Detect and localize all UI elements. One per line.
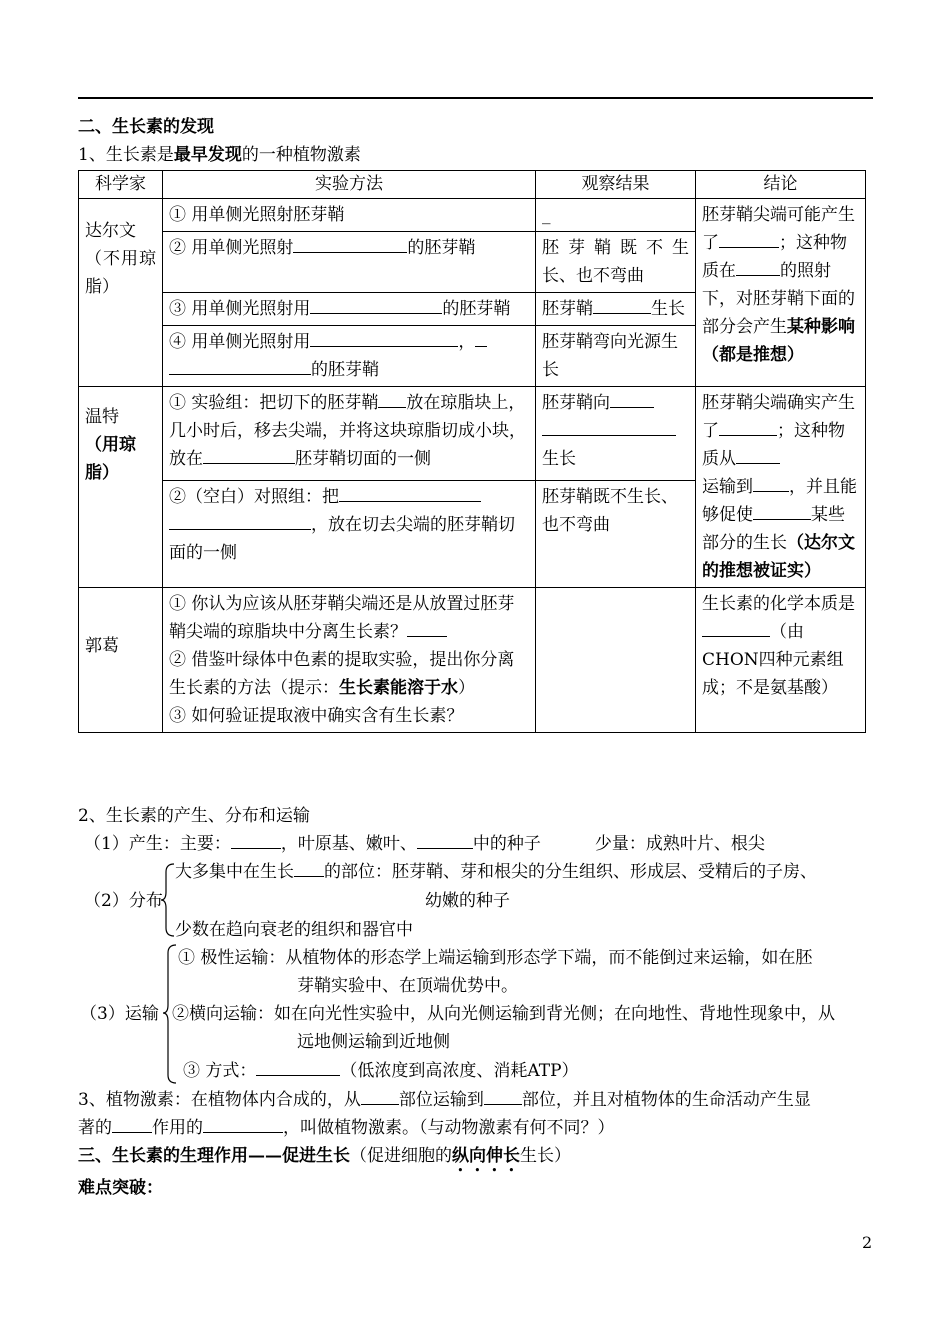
went-method-2-p1: ②（空白）对照组：把 [169, 487, 339, 508]
blank[interactable] [378, 389, 406, 408]
discovery-table [78, 170, 866, 733]
page-number: 2 [862, 1233, 873, 1252]
transport-line-1: ① 极性运输：从植物体的形态学上端运输到形态学下端，而不能倒过来运输，如在胚 [178, 948, 813, 968]
went-cell [79, 387, 163, 588]
guoge-q2-bold: 生长素能溶于水 [339, 678, 458, 698]
section3-post: 生长） [520, 1146, 571, 1166]
transport-line-5 [183, 1057, 579, 1085]
went-method-1 [163, 387, 536, 481]
distribution-line-3: 少数在趋向衰老的组织和器官中 [175, 920, 413, 940]
went-result-1-p1: 胚芽鞘向 [542, 393, 610, 413]
item3-l1a: 3、植物激素：在植物体内合成的，从 [78, 1090, 361, 1110]
item3-line-2 [78, 1114, 615, 1142]
went-method-1-p2: 放在琼脂块上，几小时后，移去尖端，并将这块琼脂切成小块，放在 [169, 393, 526, 469]
blank[interactable] [256, 1057, 340, 1076]
went-name: 温特 [85, 407, 119, 427]
section3-dotted: 纵向伸长 [452, 1146, 520, 1166]
blank[interactable] [475, 328, 487, 347]
blank[interactable] [593, 295, 651, 314]
item1-bold: 最早发现 [173, 145, 242, 165]
difficulty-heading: 难点突破： [78, 1178, 163, 1198]
went-result-1 [536, 387, 696, 481]
blank[interactable] [310, 328, 458, 347]
item3-l2b: 作用的 [152, 1118, 203, 1138]
darwin-method-2 [163, 232, 536, 293]
went-conclusion-p3: 运输到 [702, 477, 753, 497]
produce-p3: 中的种子 [472, 834, 541, 854]
table-row [79, 199, 866, 232]
darwin-conclusion [696, 199, 866, 387]
darwin-method-2-pre: ② 用单侧光照射 [169, 238, 294, 258]
distribution-label: （2）分布 [84, 891, 163, 911]
guoge-result [536, 588, 696, 733]
darwin-name: 达尔文 [85, 221, 136, 241]
produce-p4: 少量：成熟叶片、根尖 [594, 834, 765, 854]
item1-prefix: 1、生长素是 [78, 145, 174, 165]
transport-line-3: ②横向运输：如在向光性实验中，从向光侧运输到背光侧；在向地性、背地性现象中，从 [172, 1004, 835, 1024]
blank[interactable] [610, 389, 654, 408]
darwin-result-3-post: 生长 [651, 299, 685, 319]
produce-p1: （1）产生：主要： [84, 834, 231, 854]
went-result-1-p2: 生长 [542, 449, 576, 469]
darwin-result-3-pre: 胚芽鞘 [542, 299, 593, 319]
guoge-conclusion-p2: （由CHON四种元素组成；不是氨基酸） [702, 622, 844, 698]
went-method-2-p2: ，放在切去尖端的胚芽鞘切面的一侧 [169, 515, 515, 564]
darwin-result-3 [536, 293, 696, 326]
darwin-conclusion-p1: 胚芽鞘尖端可能产生了 [702, 205, 855, 253]
darwin-note: （不用琼脂） [85, 249, 156, 297]
blank[interactable] [169, 356, 311, 375]
darwin-result-2: 胚 芽 鞘 既 不 生 长、也不弯曲 [536, 232, 696, 293]
item3-l1c: 部位，并且对植物体的生命活动产生显 [521, 1090, 811, 1110]
guoge-conclusion-p1: 生长素的化学本质是 [702, 594, 855, 614]
darwin-method-3-pre: ③ 用单侧光照射用 [169, 299, 311, 319]
darwin-conclusion-p2: ；这种物质在 [702, 233, 847, 281]
item3-l1b: 部位运输到 [398, 1090, 484, 1110]
darwin-conclusion-bold: 某种影响（都是推想） [702, 317, 855, 365]
blank[interactable] [417, 830, 473, 849]
distribution-l1b: 的部位：胚芽鞘、芽和根尖的分生组织、形成层、受精后的子房、 [324, 862, 817, 882]
darwin-method-3 [163, 293, 536, 326]
item2-title: 2、生长素的产生、分布和运输 [78, 806, 310, 826]
transport-l5b: （低浓度到高浓度、消耗ATP） [340, 1061, 579, 1081]
blank[interactable] [484, 1086, 522, 1105]
went-conclusion-p1: 胚芽鞘尖端确实产生了 [702, 393, 855, 441]
header-conclusion: 结论 [696, 171, 866, 199]
produce-p2: ，叶原基、嫩叶、 [280, 834, 417, 854]
darwin-method-1: ① 用单侧光照射胚芽鞘 [163, 199, 536, 232]
blank[interactable] [753, 473, 789, 492]
blank[interactable] [294, 858, 324, 877]
blank[interactable] [542, 417, 676, 436]
transport-line-2: 芽鞘实验中、在顶端优势中。 [297, 976, 518, 996]
blank[interactable] [719, 417, 777, 436]
item3-l2a: 著的 [78, 1118, 112, 1138]
transport-line-4: 远地侧运输到近地侧 [297, 1032, 450, 1052]
darwin-method-3-post: 的胚芽鞘 [442, 299, 511, 319]
produce-line [84, 830, 765, 858]
guoge-q1: ① 你认为应该从胚芽鞘尖端还是从放置过胚芽鞘尖端的琼脂块中分离生长素？ [169, 594, 515, 642]
went-conclusion-p4: ，并且能够促使 [702, 477, 857, 525]
blank[interactable] [293, 234, 407, 253]
header-result: 观察结果 [536, 171, 696, 199]
darwin-method-2-post: 的胚芽鞘 [407, 238, 476, 258]
blank[interactable] [361, 1086, 399, 1105]
table-row [79, 588, 866, 733]
header-method: 实验方法 [163, 171, 536, 199]
went-method-2 [163, 481, 536, 588]
blank[interactable] [736, 445, 780, 464]
header-rule [78, 97, 873, 99]
blank[interactable] [702, 618, 770, 637]
blank[interactable] [112, 1114, 152, 1133]
distribution-line-1 [175, 858, 817, 886]
darwin-result-1: _ [536, 199, 696, 232]
darwin-method-4-mid: ， [458, 332, 476, 352]
went-conclusion [696, 387, 866, 588]
blank[interactable] [719, 229, 779, 248]
guoge-conclusion [696, 588, 866, 733]
guoge-name: 郭葛 [79, 588, 163, 733]
transport-label: （3）运输 [80, 1004, 159, 1024]
went-conclusion-p2: ；这种物质从 [702, 421, 845, 469]
header-scientist: 科学家 [79, 171, 163, 199]
blank[interactable] [753, 501, 811, 520]
blank[interactable] [203, 445, 295, 464]
distribution-line-2: 幼嫩的种子 [425, 891, 510, 911]
darwin-conclusion-p3: 的照射下，对胚芽鞘下面的部分会产生 [702, 261, 855, 337]
blank[interactable] [310, 295, 442, 314]
guoge-q3: ③ 如何验证提取液中确实含有生长素？ [169, 706, 464, 726]
went-method-1-p3: 胚芽鞘切面的一侧 [295, 449, 431, 469]
guoge-q2-post: ） [458, 678, 475, 698]
blank[interactable] [203, 1114, 283, 1133]
item3-line-1 [78, 1086, 811, 1114]
blank[interactable] [339, 483, 481, 502]
item3-l2c: ，叫做植物激素。（与动物激素有何不同？） [283, 1118, 615, 1138]
blank[interactable] [407, 618, 447, 637]
table-row [79, 387, 866, 481]
table-header-row [79, 171, 866, 199]
went-note: （用琼脂） [85, 435, 136, 483]
blank[interactable] [169, 511, 311, 530]
guoge-q2-pre: ② 借鉴叶绿体中色素的提取实验，提出你分离生长素的方法（提示： [169, 650, 515, 698]
section3-line [78, 1142, 571, 1176]
went-conclusion-p5: 某些部分的生长 [702, 505, 845, 553]
went-method-1-p1: ① 实验组：把切下的胚芽鞘 [169, 393, 379, 413]
went-result-2: 胚芽鞘既不生长、也不弯曲 [536, 481, 696, 588]
section3-pre: （促进细胞的 [350, 1146, 452, 1166]
darwin-method-4-pre: ④ 用单侧光照射用 [169, 332, 311, 352]
distribution-l1a: 大多集中在生长 [175, 862, 294, 882]
darwin-result-4: 胚芽鞘弯向光源生长 [536, 326, 696, 387]
darwin-method-4-post: 的胚芽鞘 [311, 360, 379, 380]
item1-line [78, 141, 361, 169]
item1-suffix: 的一种植物激素 [241, 145, 361, 165]
darwin-method-4 [163, 326, 536, 387]
section2-title: 二、生长素的发现 [78, 117, 214, 137]
guoge-method [163, 588, 536, 733]
transport-l5a: ③ 方式： [183, 1061, 257, 1081]
darwin-cell [79, 199, 163, 387]
section3-bold: 三、生长素的生理作用——促进生长 [78, 1146, 350, 1166]
blank[interactable] [736, 257, 780, 276]
blank[interactable] [231, 830, 281, 849]
went-conclusion-bold: （达尔文的推想被证实） [702, 533, 855, 581]
